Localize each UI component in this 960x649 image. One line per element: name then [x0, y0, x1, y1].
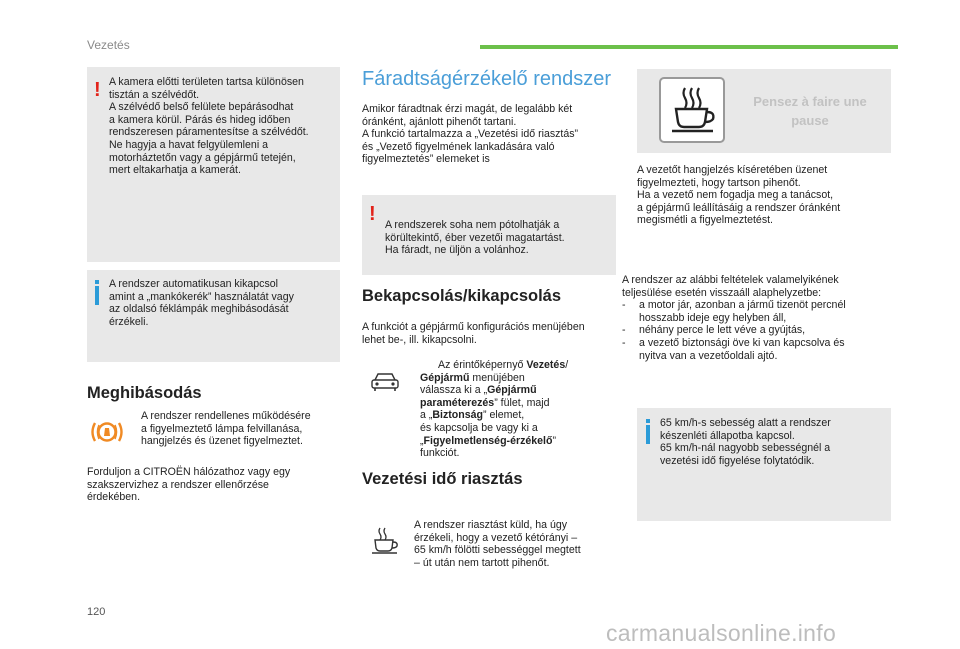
reset-intro-line: A rendszer az alábbi feltételek valamelyikének: [622, 274, 839, 286]
dash-bullet: -: [622, 299, 626, 312]
display-line: Pensez à faire une: [753, 94, 867, 109]
info-icon-bar: [95, 286, 99, 305]
step-bold: Figyelmetlenség-érzékelő: [423, 434, 553, 447]
reset-intro-line: teljesülése esetén visszaáll alaphelyzetbe:: [622, 286, 822, 299]
intro-line: Amikor fáradtnak érzi magát, de legalább két: [362, 103, 573, 115]
warning-line: tisztán a szélvédőt.: [109, 88, 200, 101]
display-message: [732, 92, 888, 130]
contact-text: [87, 466, 340, 504]
info-line: amint a „mankókerék” használatát vagy: [109, 290, 294, 303]
step-line: [420, 422, 620, 435]
step-bold: Biztonság: [432, 409, 483, 422]
warning-line: Ne hagyja a havat felgyülemleni a: [109, 138, 269, 151]
warning-line: A rendszerek soha nem pótolhatják a: [385, 219, 560, 231]
malfunction-line: A rendszer rendellenes működésére: [141, 410, 311, 422]
step-text: funkciót.: [420, 447, 460, 460]
warning-text: [385, 219, 613, 257]
touchscreen-step: [420, 359, 620, 460]
reset-item-line: a motor jár, azonban a jármű tizenöt percnél: [639, 299, 846, 312]
warning-line: körültekintő, éber vezetői magatartást.: [385, 231, 565, 244]
intro-line: figyelmeztetés” elemeket is: [362, 153, 490, 166]
alert-text: [637, 164, 895, 227]
drive-time-title: Vezetési idő riasztás: [362, 470, 523, 488]
malfunction-line: hangjelzés és üzenet figyelmeztet.: [141, 435, 303, 448]
reset-item-line: nyitva van a vezetőoldali ajtó.: [639, 349, 778, 362]
info-text: [109, 278, 337, 328]
step-bold: Gépjármű: [487, 384, 537, 397]
step-text: ” fület, majd: [494, 396, 550, 409]
malfunction-line: a figyelmeztető lámpa felvillanása,: [141, 422, 303, 435]
step-text: /: [565, 359, 569, 371]
intro-line: A funkció tartalmazza a „Vezetési idő riasztás”: [362, 128, 579, 141]
alert-line: a gépjármű leállításáig a rendszer óránként: [637, 201, 841, 214]
step-text: „: [420, 434, 424, 447]
info-line: A rendszer automatikusan kikapcsol: [109, 278, 278, 290]
warning-line: a kamera körül. Párás és hideg időben: [109, 113, 291, 126]
warning-line: A kamera előtti területen tartsa különösen: [109, 76, 304, 88]
warning-text: [109, 76, 337, 177]
drive-time-line: 65 km/h fölötti sebességgel megtett: [414, 544, 581, 557]
lane-warning-lamp-icon: [89, 417, 125, 447]
step-text: menüjében: [469, 371, 525, 384]
drive-time-text: [414, 519, 620, 569]
step-line: [420, 447, 620, 460]
info-text: [660, 417, 888, 467]
drive-time-line: A rendszer riasztást küld, ha úgy: [414, 519, 568, 531]
info-line: 65 km/h-s sebesség alatt a rendszer: [660, 417, 831, 429]
dash-bullet: -: [622, 324, 626, 337]
step-bold: Vezetés: [526, 359, 566, 371]
step-line: [420, 372, 620, 385]
warning-line: rendszeresen páramentesítse a szélvédőt.: [109, 126, 309, 139]
step-bold: Gépjármű: [420, 371, 470, 384]
step-text: és kapcsolja be vagy ki a: [420, 421, 538, 434]
intro-line: és „Vezető figyelmének lankadására való: [362, 140, 555, 153]
info-line: 65 km/h-nál nagyobb sebességnél a: [660, 442, 831, 455]
warning-exclamation-icon: !: [94, 79, 101, 101]
step-text: Az érintőképernyő: [438, 359, 527, 371]
step-line: [420, 384, 620, 397]
alert-line: A vezetőt hangjelzés kíséretében üzenet: [637, 164, 828, 176]
step-text: ” elemet,: [483, 409, 525, 422]
malfunction-title: Meghibásodás: [87, 384, 202, 402]
contact-line: szakszervizhez a rendszer ellenőrzése: [87, 478, 269, 491]
onoff-title: Bekapcsolás/kikapcsolás: [362, 287, 562, 305]
reset-item: [622, 324, 894, 337]
onoff-text: [362, 321, 620, 346]
step-text: válassza ki a „: [420, 384, 488, 397]
info-icon-bar: [646, 425, 650, 444]
info-line: az oldalsó féklámpák meghibásodását: [109, 303, 289, 316]
info-line: vezetési idő figyelése folytatódik.: [660, 454, 815, 467]
step-line: [420, 435, 620, 448]
warning-line: mert eltakarhatja a kamerát.: [109, 164, 241, 177]
malfunction-text: [141, 410, 341, 448]
warning-exclamation-icon: !: [369, 203, 376, 225]
reset-item-line: a vezető biztonsági öve ki van kapcsolva és: [639, 336, 845, 349]
watermark: carmanualsonline.info: [606, 620, 837, 646]
drive-time-line: érzékeli, hogy a vezető kétórányi –: [414, 531, 578, 544]
step-text: ”: [552, 434, 557, 447]
alert-line: figyelmezteti, hogy tartson pihenőt.: [637, 176, 801, 189]
reset-section: [622, 274, 894, 362]
warning-line: motorháztetőn vagy a gépjármű tetején,: [109, 151, 296, 164]
onoff-line: lehet be-, ill. kikapcsolni.: [362, 333, 477, 346]
contact-line: érdekében.: [87, 491, 141, 504]
warning-line: Ha fáradt, ne üljön a volánhoz.: [385, 244, 529, 257]
fatigue-intro: [362, 103, 620, 166]
drive-time-line: – út után nem tartott pihenőt.: [414, 556, 550, 569]
reset-item-line: néhány perce le lett véve a gyújtás,: [639, 324, 806, 337]
contact-line: Forduljon a CITROËN hálózathoz vagy egy: [87, 466, 291, 478]
coffee-cup-icon: [667, 85, 719, 135]
coffee-cup-icon: [369, 526, 403, 554]
chapter-bar: [480, 45, 898, 49]
display-line: pause: [791, 113, 829, 128]
reset-item-line: hosszabb ideje egy helyben áll,: [639, 311, 787, 324]
info-line: készenléti állapotba kapcsol.: [660, 429, 795, 442]
info-line: érzékeli.: [109, 315, 149, 328]
car-front-icon: [369, 371, 401, 393]
info-icon: [95, 280, 99, 284]
reset-item: [622, 337, 894, 362]
step-line: [420, 409, 620, 422]
step-line: [420, 397, 620, 410]
info-icon: [646, 419, 650, 423]
step-bold: paraméterezés: [420, 396, 495, 409]
page-number: 120: [87, 606, 106, 618]
step-text: a „: [420, 409, 433, 422]
onoff-line: A funkciót a gépjármű konfigurációs menüjében: [362, 321, 585, 333]
fatigue-title: Fáradtságérzékelő rendszer: [362, 68, 612, 90]
chapter-title: Vezetés: [87, 38, 130, 52]
alert-line: megismétli a figyelmeztetést.: [637, 214, 774, 227]
intro-line: óránként, ajánlott pihenőt tartani.: [362, 115, 517, 128]
dash-bullet: -: [622, 336, 626, 349]
alert-line: Ha a vezető nem fogadja meg a tanácsot,: [637, 189, 834, 202]
step-line: [438, 359, 620, 372]
warning-line: A szélvédő belső felülete bepárásodhat: [109, 101, 294, 114]
reset-item: [622, 299, 894, 324]
